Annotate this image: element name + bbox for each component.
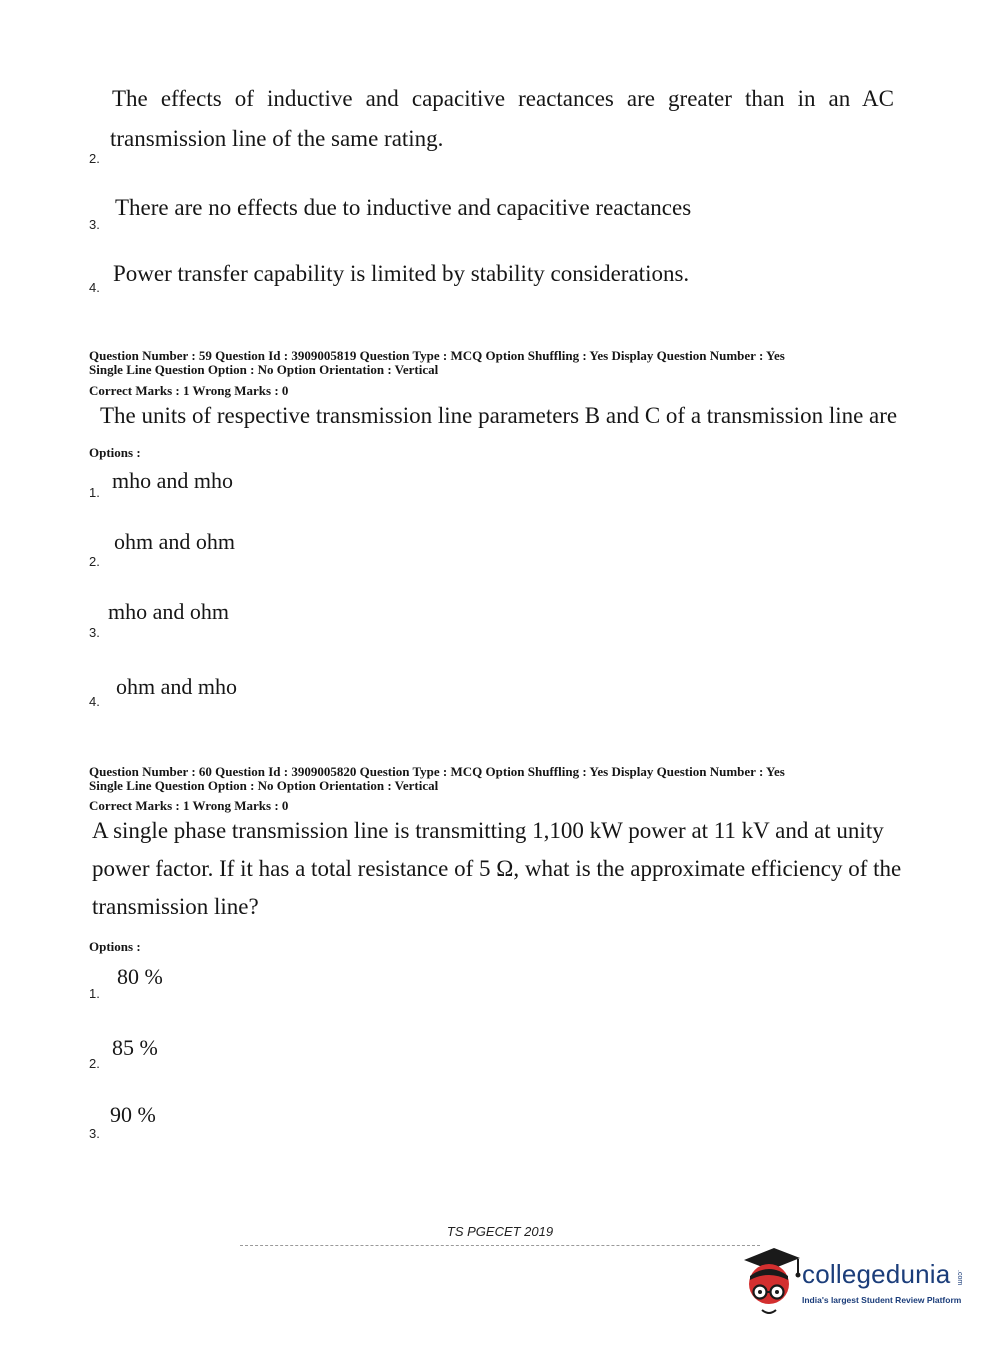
prev-option-3-number: 3.	[89, 217, 100, 232]
q59-option-2-number: 2.	[89, 554, 100, 569]
q59-option-3-text: mho and ohm	[108, 599, 229, 624]
footer-dotted-divider	[240, 1245, 760, 1246]
q59-meta-line2: Single Line Question Option : No Option Orientation : Vertical	[89, 362, 439, 377]
q60-option-2-number: 2.	[89, 1056, 100, 1071]
q59-option-3-number: 3.	[89, 625, 100, 640]
prev-option-2-line1: The effects of inductive and capacitive reactances are greater than in an AC	[112, 86, 894, 111]
brand-tagline: India's largest Student Review Platform	[802, 1295, 962, 1305]
footer-exam-title: TS PGECET 2019	[446, 1224, 554, 1239]
q59-option-4-text: ohm and mho	[116, 674, 237, 699]
q59-option-2-text: ohm and ohm	[114, 529, 235, 554]
q60-marks: Correct Marks : 1 Wrong Marks : 0	[89, 798, 289, 813]
q60-meta-line2: Single Line Question Option : No Option Orientation : Vertical	[89, 778, 439, 793]
q60-option-1-text: 80 %	[117, 964, 163, 989]
q60-question-line3: transmission line?	[92, 894, 259, 919]
q60-meta-line1: Question Number : 60 Question Id : 3909005820 Question Type : MCQ Option Shuffling : Yes Display Question Number : Yes	[89, 764, 785, 779]
q59-options-label: Options :	[89, 445, 141, 460]
q59-question-text: The units of respective transmission line parameters B and C of a transmission line are	[100, 403, 898, 428]
prev-option-4-number: 4.	[89, 280, 100, 295]
prev-option-3-text: There are no effects due to inductive and capacitive reactances	[115, 195, 692, 220]
collegedunia-logo[interactable]	[740, 1244, 972, 1318]
q59-option-1-number: 1.	[89, 485, 100, 500]
q60-option-2-text: 85 %	[112, 1035, 158, 1060]
brand-suffix: .com	[956, 1270, 963, 1286]
prev-option-2-line2: transmission line of the same rating.	[110, 126, 444, 151]
prev-option-4-text: Power transfer capability is limited by stability considerations.	[113, 261, 690, 286]
q59-marks: Correct Marks : 1 Wrong Marks : 0	[89, 383, 289, 398]
q60-option-3-text: 90 %	[110, 1102, 156, 1127]
q60-option-3-number: 3.	[89, 1126, 100, 1141]
q60-question-line2: power factor. If it has a total resistance of 5 Ω, what is the approximate efficiency of the	[92, 856, 902, 881]
q59-option-4-number: 4.	[89, 694, 100, 709]
mascot-graduate-icon	[740, 1244, 804, 1318]
q60-question-line1: A single phase transmission line is transmitting 1,100 kW power at 11 kV and at unity	[92, 818, 884, 843]
q59-option-1-text: mho and mho	[112, 468, 233, 493]
prev-option-2-number: 2.	[89, 151, 100, 166]
q60-options-label: Options :	[89, 939, 141, 954]
q60-option-1-number: 1.	[89, 986, 100, 1001]
q59-meta-line1: Question Number : 59 Question Id : 3909005819 Question Type : MCQ Option Shuffling : Yes Display Question Number : Yes	[89, 348, 785, 363]
brand-name: collegedunia	[802, 1259, 951, 1289]
